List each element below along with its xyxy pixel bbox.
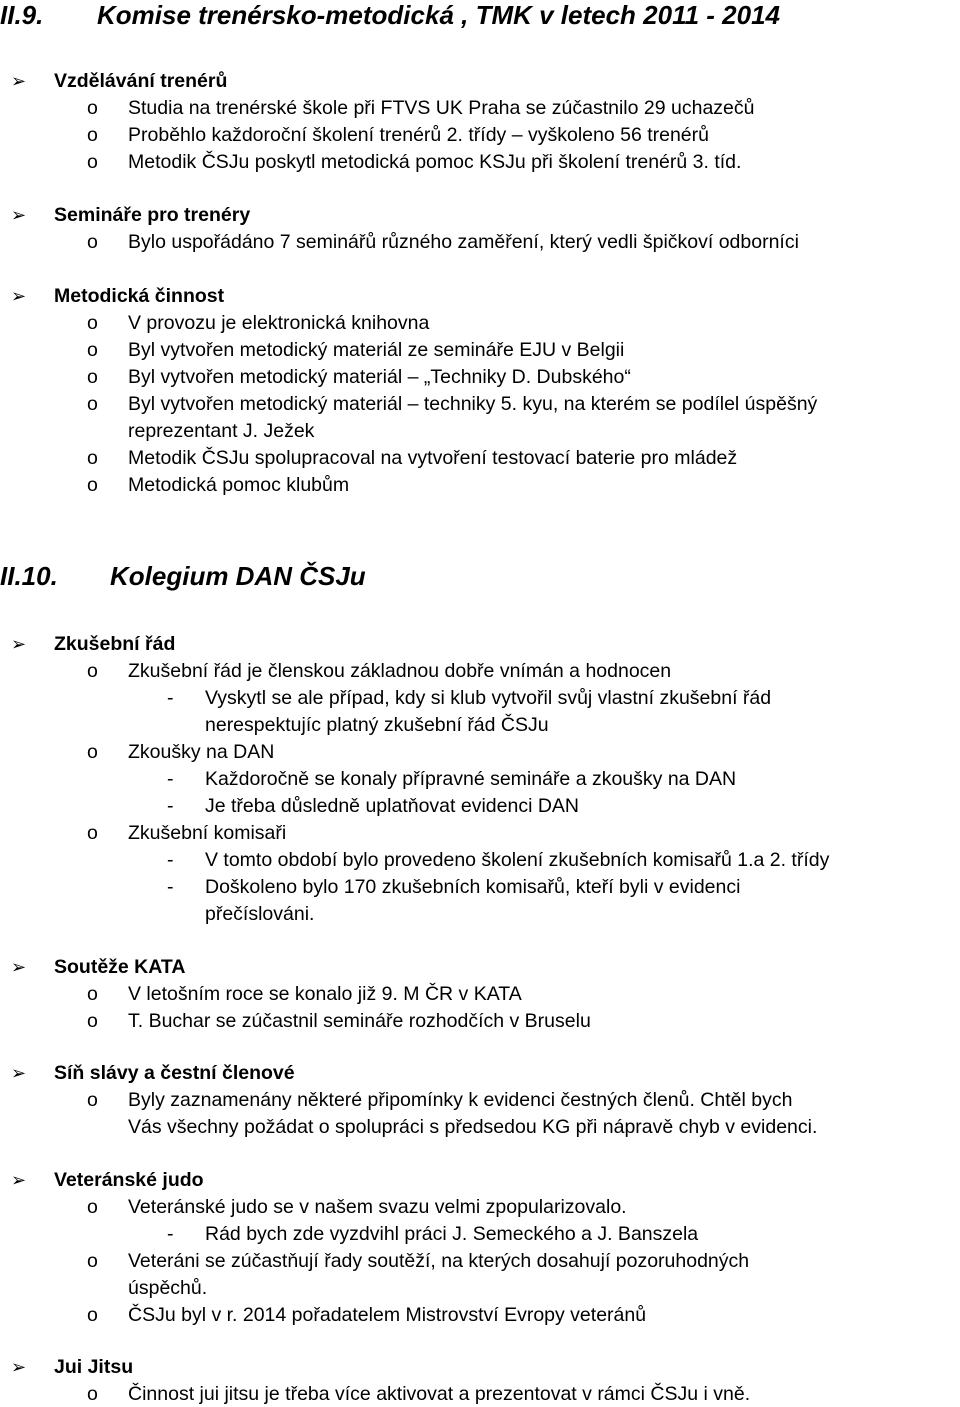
sub-list-item: Každoročně se konaly přípravné semináře a zkoušky na DAN <box>205 768 737 790</box>
bullet-icon: o <box>87 474 98 496</box>
list-item-continuation: úspěchů. <box>128 1277 208 1299</box>
list-item: Zkušební řád je členskou základnou dobře vnímán a hodnocen <box>128 660 672 682</box>
bullet-icon: o <box>87 393 98 415</box>
bullet-icon: o <box>87 151 98 173</box>
bullet-icon: o <box>87 447 98 469</box>
arrow-bullet-icon: ➢ <box>11 205 27 225</box>
subheading-zkusebni-rad: Zkušební řád <box>54 633 176 655</box>
sub-list-item: Doškoleno bylo 170 zkušebních komisařů, kteří byli v evidenci <box>205 876 741 898</box>
bullet-icon: o <box>87 983 98 1005</box>
sub-list-item: Rád bych zde vyzdvihl práci J. Semeckého a J. Banszela <box>205 1223 699 1245</box>
bullet-icon: o <box>87 231 98 253</box>
list-item: Byl vytvořen metodický materiál ze semináře EJU v Belgii <box>128 339 625 361</box>
section-9-heading <box>0 0 780 30</box>
subheading-sin-slavy: Síň slávy a čestní členové <box>54 1062 295 1084</box>
list-item: Veteránské judo se v našem svazu velmi zpopularizovalo. <box>128 1196 627 1218</box>
arrow-bullet-icon: ➢ <box>11 1357 27 1377</box>
list-item: T. Buchar se zúčastnil semináře rozhodčích v Bruselu <box>128 1010 591 1032</box>
bullet-icon: o <box>87 124 98 146</box>
list-item: Byly zaznamenány některé připomínky k evidenci čestných členů. Chtěl bych <box>128 1089 793 1111</box>
list-item: Byl vytvořen metodický materiál – „Techniky D. Dubského“ <box>128 366 631 388</box>
bullet-icon: o <box>87 1196 98 1218</box>
bullet-icon: o <box>87 660 98 682</box>
list-item-continuation: reprezentant J. Ježek <box>128 420 315 442</box>
dash-bullet-icon: - <box>167 687 174 709</box>
arrow-bullet-icon: ➢ <box>11 1063 27 1083</box>
bullet-icon: o <box>87 1089 98 1111</box>
bullet-icon: o <box>87 1010 98 1032</box>
subheading-souteze-kata: Soutěže KATA <box>54 956 186 978</box>
sub-list-item: V tomto období bylo provedeno školení zkušebních komisařů 1.a 2. třídy <box>205 849 830 871</box>
list-item: V provozu je elektronická knihovna <box>128 312 430 334</box>
subheading-seminare: Semináře pro trenéry <box>54 204 251 226</box>
list-item: Činnost jui jitsu je třeba více aktivovat a prezentovat v rámci ČSJu i vně. <box>128 1383 751 1405</box>
subheading-metodicka: Metodická činnost <box>54 285 225 307</box>
list-item: Metodik ČSJu spolupracoval na vytvoření testovací baterie pro mládež <box>128 447 738 469</box>
bullet-icon: o <box>87 1250 98 1272</box>
bullet-icon: o <box>87 97 98 119</box>
sub-list-item: Vyskytl se ale případ, kdy si klub vytvořil svůj vlastní zkušební řád <box>205 687 772 709</box>
list-item: Zkoušky na DAN <box>128 741 275 763</box>
section-9-number: II.9. <box>0 0 44 30</box>
sub-list-item: Je třeba důsledně uplatňovat evidenci DAN <box>205 795 579 817</box>
list-item: Veteráni se zúčastňují řady soutěží, na kterých dosahují pozoruhodných <box>128 1250 750 1272</box>
bullet-icon: o <box>87 1383 98 1405</box>
list-item: V letošním roce se konalo již 9. M ČR v KATA <box>128 983 522 1005</box>
dash-bullet-icon: - <box>167 795 174 817</box>
bullet-icon: o <box>87 741 98 763</box>
bullet-icon: o <box>87 822 98 844</box>
bullet-icon: o <box>87 312 98 334</box>
list-item: Metodická pomoc klubům <box>128 474 350 496</box>
section-10-number: II.10. <box>0 561 58 591</box>
section-9-title: Komise trenérsko-metodická , TMK v letech 2011 - 2014 <box>97 0 781 30</box>
list-item: Metodik ČSJu poskytl metodická pomoc KSJu při školení trenérů 3. tíd. <box>128 151 742 173</box>
list-item-continuation: Vás všechny požádat o spolupráci s předsedou KG při nápravě chyb v evidenci. <box>128 1116 818 1138</box>
sub-list-item-continuation: nerespektujíc platný zkušební řád ČSJu <box>205 714 549 736</box>
arrow-bullet-icon: ➢ <box>11 1170 27 1190</box>
subheading-jui-jitsu: Jui Jitsu <box>54 1356 134 1378</box>
arrow-bullet-icon: ➢ <box>11 957 27 977</box>
arrow-bullet-icon: ➢ <box>11 634 27 654</box>
bullet-icon: o <box>87 339 98 361</box>
dash-bullet-icon: - <box>167 768 174 790</box>
sub-list-item-continuation: přečíslováni. <box>205 903 315 925</box>
list-item: Studia na trenérské škole při FTVS UK Praha se zúčastnilo 29 uchazečů <box>128 97 755 119</box>
section-10-heading <box>0 561 366 591</box>
arrow-bullet-icon: ➢ <box>11 71 27 91</box>
list-item: Proběhlo každoroční školení trenérů 2. třídy – vyškoleno 56 trenérů <box>128 124 709 146</box>
bullet-icon: o <box>87 366 98 388</box>
list-item: Byl vytvořen metodický materiál – techniky 5. kyu, na kterém se podílel úspěšný <box>128 393 818 415</box>
subheading-vzdelavani: Vzdělávání trenérů <box>54 70 228 92</box>
list-item: Bylo uspořádáno 7 seminářů různého zaměření, který vedli špičkoví odborníci <box>128 231 799 253</box>
dash-bullet-icon: - <box>167 849 174 871</box>
bullet-icon: o <box>87 1304 98 1326</box>
section-10-title: Kolegium DAN ČSJu <box>110 561 366 591</box>
list-item: ČSJu byl v r. 2014 pořadatelem Mistrovství Evropy veteránů <box>128 1304 647 1326</box>
subheading-veteranske-judo: Veteránské judo <box>54 1169 204 1191</box>
list-item: Zkušební komisaři <box>128 822 287 844</box>
dash-bullet-icon: - <box>167 1223 174 1245</box>
arrow-bullet-icon: ➢ <box>11 286 27 306</box>
dash-bullet-icon: - <box>167 876 174 898</box>
